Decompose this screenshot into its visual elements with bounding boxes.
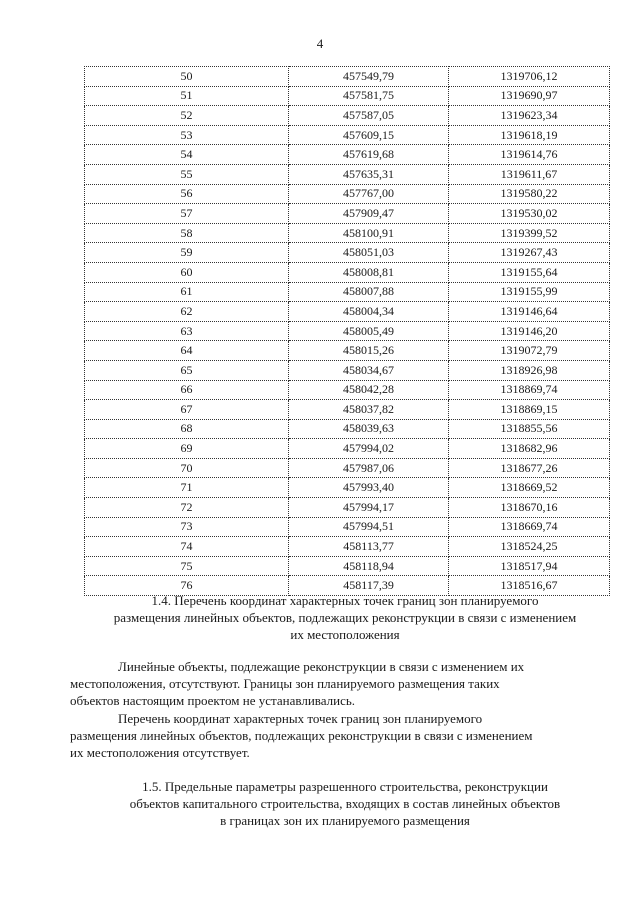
point-number-cell: 69: [85, 439, 289, 459]
y-coordinate-cell: 1319267,43: [449, 243, 610, 263]
x-coordinate-cell: 458034,67: [289, 360, 449, 380]
x-coordinate-cell: 458100,91: [289, 223, 449, 243]
heading-line: в границах зон их планируемого размещения: [220, 813, 470, 828]
x-coordinate-cell: 457909,47: [289, 204, 449, 224]
y-coordinate-cell: 1319530,02: [449, 204, 610, 224]
table-row: [85, 164, 610, 184]
point-number-cell: 61: [85, 282, 289, 302]
section-1-5-heading: [70, 778, 620, 829]
y-coordinate-cell: 1319146,20: [449, 321, 610, 341]
x-coordinate-cell: 458008,81: [289, 262, 449, 282]
x-coordinate-cell: 457635,31: [289, 164, 449, 184]
point-number-cell: 59: [85, 243, 289, 263]
y-coordinate-cell: 1318669,52: [449, 478, 610, 498]
point-number-cell: 67: [85, 400, 289, 420]
y-coordinate-cell: 1319580,22: [449, 184, 610, 204]
y-coordinate-cell: 1319611,67: [449, 164, 610, 184]
x-coordinate-cell: 458004,34: [289, 302, 449, 322]
paragraph-line: объектов настоящим проектом не устанавливались.: [70, 693, 356, 708]
table-row: [85, 321, 610, 341]
table-row: [85, 419, 610, 439]
x-coordinate-cell: 457619,68: [289, 145, 449, 165]
table-row: [85, 458, 610, 478]
table-row: [85, 400, 610, 420]
point-number-cell: 68: [85, 419, 289, 439]
table-row: [85, 537, 610, 557]
point-number-cell: 50: [85, 67, 289, 87]
y-coordinate-cell: 1319706,12: [449, 67, 610, 87]
y-coordinate-cell: 1318669,74: [449, 517, 610, 537]
table-row: [85, 282, 610, 302]
table-row: [85, 184, 610, 204]
point-number-cell: 57: [85, 204, 289, 224]
table-row: [85, 204, 610, 224]
y-coordinate-cell: 1319155,64: [449, 262, 610, 282]
heading-line: 1.5. Предельные параметры разрешенного строительства, реконструкции: [142, 779, 548, 794]
page-number: 4: [316, 36, 324, 51]
x-coordinate-cell: 458118,94: [289, 556, 449, 576]
point-number-cell: 52: [85, 106, 289, 126]
paragraph-line: Линейные объекты, подлежащие реконструкции в связи с изменением их: [118, 659, 525, 674]
point-number-cell: 64: [85, 341, 289, 361]
x-coordinate-cell: 458015,26: [289, 341, 449, 361]
heading-line: объектов капитального строительства, входящих в состав линейных объектов: [129, 796, 561, 811]
x-coordinate-cell: 458037,82: [289, 400, 449, 420]
point-number-cell: 56: [85, 184, 289, 204]
table-row: [85, 517, 610, 537]
heading-line: их местоположения: [290, 627, 400, 642]
section-1-4-paragraph-2: [70, 710, 620, 761]
point-number-cell: 72: [85, 498, 289, 518]
x-coordinate-cell: 458113,77: [289, 537, 449, 557]
table-row: [85, 106, 610, 126]
y-coordinate-cell: 1319146,64: [449, 302, 610, 322]
y-coordinate-cell: 1318855,56: [449, 419, 610, 439]
x-coordinate-cell: 457993,40: [289, 478, 449, 498]
table-row: [85, 67, 610, 87]
paragraph-line: их местоположения отсутствует.: [70, 745, 250, 760]
x-coordinate-cell: 457994,51: [289, 517, 449, 537]
y-coordinate-cell: 1319155,99: [449, 282, 610, 302]
point-number-cell: 55: [85, 164, 289, 184]
table-row: [85, 262, 610, 282]
point-number-cell: 66: [85, 380, 289, 400]
table-row: [85, 302, 610, 322]
x-coordinate-cell: 458007,88: [289, 282, 449, 302]
point-number-cell: 65: [85, 360, 289, 380]
point-number-cell: 51: [85, 86, 289, 106]
table-row: [85, 439, 610, 459]
paragraph-line: размещения линейных объектов, подлежащих реконструкции в связи с изменением: [70, 728, 533, 743]
table-row: [85, 125, 610, 145]
y-coordinate-cell: 1319072,79: [449, 341, 610, 361]
coordinates-table: [84, 66, 610, 596]
table-row: [85, 380, 610, 400]
y-coordinate-cell: 1319690,97: [449, 86, 610, 106]
x-coordinate-cell: 458117,39: [289, 576, 449, 596]
y-coordinate-cell: 1318869,15: [449, 400, 610, 420]
section-1-4-heading: [70, 592, 620, 643]
point-number-cell: 63: [85, 321, 289, 341]
point-number-cell: 74: [85, 537, 289, 557]
point-number-cell: 73: [85, 517, 289, 537]
table-row: [85, 360, 610, 380]
table-row: [85, 145, 610, 165]
y-coordinate-cell: 1318517,94: [449, 556, 610, 576]
x-coordinate-cell: 457609,15: [289, 125, 449, 145]
point-number-cell: 58: [85, 223, 289, 243]
x-coordinate-cell: 457767,00: [289, 184, 449, 204]
y-coordinate-cell: 1318926,98: [449, 360, 610, 380]
table-row: [85, 556, 610, 576]
paragraph-line: местоположения, отсутствуют. Границы зон планируемого размещения таких: [70, 676, 500, 691]
point-number-cell: 60: [85, 262, 289, 282]
point-number-cell: 70: [85, 458, 289, 478]
y-coordinate-cell: 1318524,25: [449, 537, 610, 557]
y-coordinate-cell: 1319623,34: [449, 106, 610, 126]
y-coordinate-cell: 1319399,52: [449, 223, 610, 243]
heading-line: размещения линейных объектов, подлежащих реконструкции в связи с изменением: [113, 610, 577, 625]
x-coordinate-cell: 458039,63: [289, 419, 449, 439]
heading-line: 1.4. Перечень координат характерных точек границ зон планируемого: [151, 593, 539, 608]
x-coordinate-cell: 457994,17: [289, 498, 449, 518]
y-coordinate-cell: 1319614,76: [449, 145, 610, 165]
y-coordinate-cell: 1318869,74: [449, 380, 610, 400]
x-coordinate-cell: 457549,79: [289, 67, 449, 87]
x-coordinate-cell: 457587,05: [289, 106, 449, 126]
x-coordinate-cell: 458051,03: [289, 243, 449, 263]
point-number-cell: 53: [85, 125, 289, 145]
table-row: [85, 478, 610, 498]
paragraph-line: Перечень координат характерных точек границ зон планируемого: [118, 711, 483, 726]
point-number-cell: 75: [85, 556, 289, 576]
table-row: [85, 86, 610, 106]
x-coordinate-cell: 457994,02: [289, 439, 449, 459]
y-coordinate-cell: 1318682,96: [449, 439, 610, 459]
coordinates-table-body: [85, 67, 610, 596]
x-coordinate-cell: 458042,28: [289, 380, 449, 400]
x-coordinate-cell: 457987,06: [289, 458, 449, 478]
table-row: [85, 243, 610, 263]
point-number-cell: 76: [85, 576, 289, 596]
point-number-cell: 62: [85, 302, 289, 322]
section-1-4-paragraph-1: [70, 658, 620, 709]
table-row: [85, 341, 610, 361]
table-row: [85, 223, 610, 243]
x-coordinate-cell: 458005,49: [289, 321, 449, 341]
x-coordinate-cell: 457581,75: [289, 86, 449, 106]
y-coordinate-cell: 1318677,26: [449, 458, 610, 478]
y-coordinate-cell: 1318670,16: [449, 498, 610, 518]
y-coordinate-cell: 1318516,67: [449, 576, 610, 596]
point-number-cell: 54: [85, 145, 289, 165]
y-coordinate-cell: 1319618,19: [449, 125, 610, 145]
table-row: [85, 498, 610, 518]
point-number-cell: 71: [85, 478, 289, 498]
